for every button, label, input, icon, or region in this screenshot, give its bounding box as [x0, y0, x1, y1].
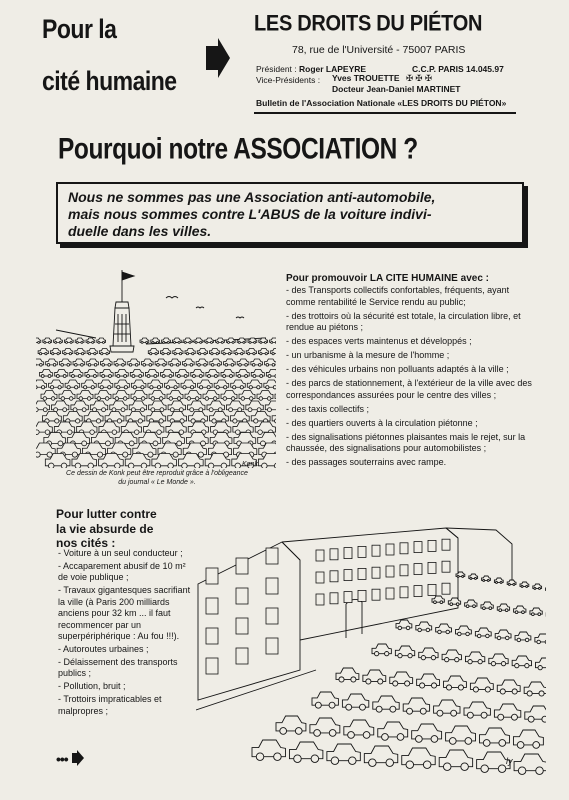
promo-heading: Pour promouvoir LA CITE HUMAINE avec :: [286, 273, 489, 284]
promo-list: [286, 285, 532, 471]
list-item: - des trottoirs où la sécurité est totale, la circulation libre, et rendue au piétons ;: [286, 310, 521, 333]
list-item: - Trottoirs impraticables et malpropres ;: [58, 694, 162, 716]
list-item: - Travaux gigantesques sacrifiant la ville (à Paris 200 milliards anciens pour 32 km ... il faut recommencer par un superpériphérique : Au fou !!!).: [58, 585, 191, 642]
org-address: 78, rue de l'Université - 75007 PARIS: [292, 44, 466, 56]
more-dots: •••: [56, 751, 68, 767]
list-item: - Voiture à un seul conducteur ;: [58, 548, 183, 558]
cartoon-traffic-tower: [36, 268, 276, 468]
arrow-right-icon: [72, 750, 84, 766]
vp-line-2: [332, 84, 460, 94]
caption-line-1: Ce dessin de Konk peut être reproduit grâce à l'obligeance: [66, 470, 248, 477]
arrow-right-icon: [206, 38, 230, 78]
list-item: - des passages souterrains avec rampe.: [286, 457, 447, 468]
vp-name-1: Yves TROUETTE: [332, 73, 400, 83]
bulletin-line: Bulletin de l'Association Nationale «LES DROITS DU PIÉTON»: [256, 98, 507, 108]
decoration-icons: ✠ ✠ ✠: [405, 73, 433, 83]
president-name: Roger LAPEYRE: [299, 64, 367, 74]
brand-line-1: Pour la: [42, 14, 117, 44]
lutter-heading-line-2: la vie absurde de: [56, 521, 154, 536]
page-title: Pourquoi notre ASSOCIATION ?: [58, 132, 418, 166]
org-name: LES DROITS DU PIÉTON: [254, 12, 483, 37]
drawing-signature: Konk: [242, 461, 258, 468]
lutter-heading-line-3: nos cités :: [56, 536, 116, 550]
list-item: - des Transports collectifs confortables, fréquents, ayant comme rentabilité le Service rendu au public;: [286, 285, 510, 307]
drawing-signature: ly: [506, 756, 513, 766]
statement-line-3: duelle dans les villes.: [68, 223, 212, 239]
statement-box: [56, 182, 524, 244]
statement-line-2: mais nous sommes contre L'ABUS de la voiture indivi-: [68, 206, 432, 222]
ccp-number: C.C.P. PARIS 14.045.97: [412, 64, 504, 74]
header-rule: [254, 112, 516, 114]
list-item: - Accaparement abusif de 10 m² de voie publique ;: [58, 561, 186, 583]
cartoon-city-traffic: [196, 520, 546, 782]
list-item: - des taxis collectifs ;: [286, 403, 370, 414]
vp-label: Vice-Présidents :: [256, 75, 321, 85]
flag-icon: [122, 272, 134, 280]
list-item: - des espaces verts maintenus et développés ;: [286, 336, 472, 347]
lutter-heading-line-1: Pour lutter contre: [56, 507, 157, 521]
list-item: - un urbanisme à la mesure de l'homme ;: [286, 350, 450, 361]
drawing-caption: [38, 470, 276, 487]
continue-marker: [56, 750, 84, 769]
president-label: Président :: [256, 64, 297, 74]
list-item: - des signalisations piétonnes plaisantes mais le rejet, sur la chaussée, des signalisations pour automobilistes ;: [286, 431, 526, 454]
caption-line-2: du journal « Le Monde ».: [118, 478, 196, 486]
brand-line-2: cité humaine: [42, 66, 177, 96]
list-item: - des véhicules urbains non polluants adaptés à la ville ;: [286, 364, 509, 375]
statement-line-1: Nous ne sommes pas une Association anti-automobile,: [68, 189, 436, 205]
list-item: - Délaissement des transports publics ;: [58, 657, 178, 679]
vp-name-2: Docteur Jean-Daniel MARTINET: [332, 84, 461, 94]
vp-line-1: [332, 73, 432, 84]
lutter-list: [58, 548, 192, 719]
list-item: - Pollution, bruit ;: [58, 681, 126, 692]
list-item: - des quartiers ouverts à la circulation piétonne ;: [286, 417, 478, 428]
list-item: - des parcs de stationnement, à l'extérieur de la ville avec des correspondances assurées pour le centre des villes ;: [286, 378, 532, 400]
list-item: - Autoroutes urbaines ;: [58, 644, 149, 655]
lutter-heading: [56, 507, 206, 551]
